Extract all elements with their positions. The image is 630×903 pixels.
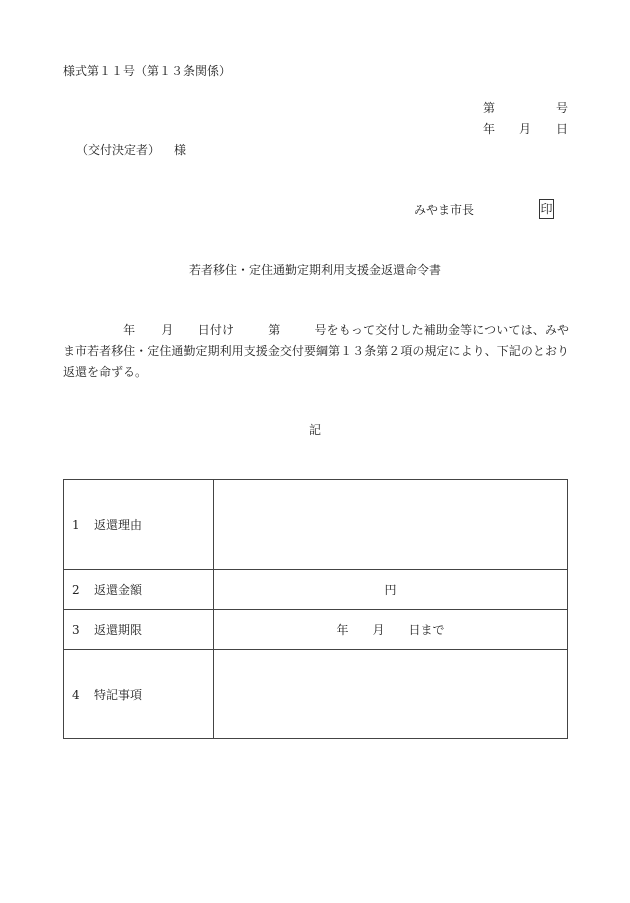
document-number-prefix: 第 — [483, 101, 496, 115]
row-number: 2 — [72, 583, 80, 597]
row-value-cell: 円 — [214, 570, 568, 610]
row-label: 返還期限 — [94, 623, 143, 637]
issuer-name: みやま市長 — [414, 203, 475, 217]
row-label: 返還金額 — [94, 583, 143, 597]
row-label: 特記事項 — [94, 687, 143, 702]
body-dai: 第 — [268, 323, 281, 337]
body-month: 月 — [161, 323, 174, 337]
addressee — [76, 142, 186, 158]
date-year: 年 — [483, 122, 496, 136]
row-value-cell: 年 月 日まで — [214, 610, 568, 650]
row-number: 4 — [72, 687, 80, 702]
form-number: 様式第１１号（第１３条関係） — [63, 64, 232, 78]
row-value-cell — [214, 480, 568, 570]
table-row — [64, 650, 568, 739]
row-value-cell — [214, 650, 568, 739]
detail-table — [63, 479, 568, 739]
row-label-cell — [64, 650, 214, 739]
row-number: 3 — [72, 623, 80, 637]
row-label-cell — [64, 610, 214, 650]
body-text: 号をもって交付した補助金等については、みやま市若者移住・定住通勤定期利用支援金交付要綱第１３条第２項の規定により、下記のとおり返還を命ずる。 — [63, 323, 569, 379]
row-label-cell — [64, 480, 214, 570]
table-row — [64, 480, 568, 570]
body-paragraph — [63, 320, 569, 383]
seal-box: 印 — [539, 199, 554, 219]
date-month: 月 — [519, 122, 532, 136]
ki-heading: 記 — [308, 423, 321, 437]
addressee-honorific: 様 — [174, 143, 187, 157]
date-day: 日 — [555, 122, 568, 136]
row-label: 返還理由 — [94, 518, 143, 532]
row-label-cell — [64, 570, 214, 610]
row-number: 1 — [72, 518, 80, 532]
body-year: 年 — [123, 323, 136, 337]
document-title: 若者移住・定住通勤定期利用支援金返還命令書 — [188, 263, 441, 277]
body-day-dated: 日付け — [197, 323, 235, 337]
document-number-suffix: 号 — [555, 101, 568, 115]
table-row — [64, 610, 568, 650]
table-row — [64, 570, 568, 610]
addressee-name: （交付決定者） — [76, 143, 161, 157]
